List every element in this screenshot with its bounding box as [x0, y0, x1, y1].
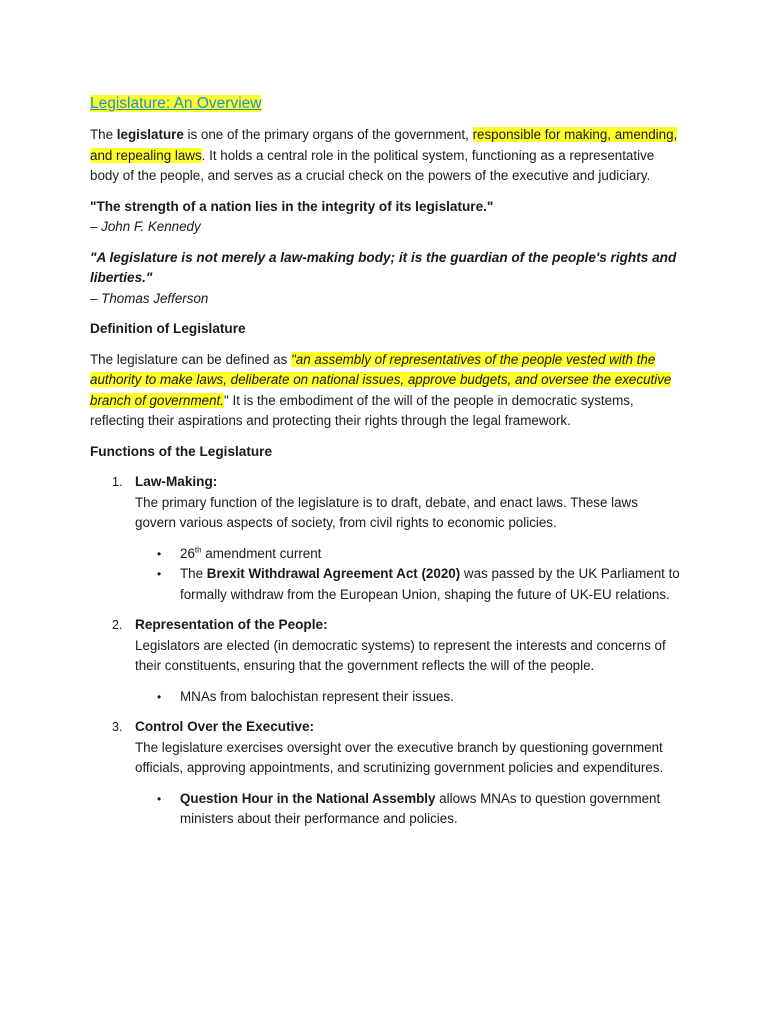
function-description: The legislature exercises oversight over the executive branch by questioning government officials, approving appointments, and scrutinizing government policies and expenditures. — [135, 739, 664, 775]
question-hour-text: allows MNAs to question government ministers about their performance and policies. — [180, 790, 661, 826]
function-item-representation — [90, 615, 680, 707]
list-number: 3. — [112, 720, 123, 734]
definition-heading: Definition of Legislature — [90, 321, 246, 336]
function-description: Legislators are elected (in democratic systems) to represent the interests and concerns of their constituents, ensuring that the government reflects the will of the people. — [135, 637, 666, 673]
bullet-icon: • — [157, 546, 162, 561]
title-block — [90, 93, 680, 115]
document-title[interactable]: Legislature: An Overview — [90, 95, 262, 112]
ordinal-suffix: th — [194, 545, 202, 555]
intro-paragraph — [90, 125, 680, 187]
definition-text-1: The legislature can be defined as — [90, 351, 291, 367]
quote-kennedy: "The strength of a nation lies in the integrity of its legislature." — [90, 198, 494, 214]
amendment-number: 26 — [180, 545, 195, 561]
list-number: 1. — [112, 475, 123, 489]
intro-text-2: is one of the primary organs of the government, — [183, 127, 473, 142]
brexit-text: was passed by the UK Parliament to formally withdraw from the European Union, shaping the future of UK-EU relations. — [180, 566, 680, 602]
quote-kennedy-author: – John F. Kennedy — [90, 219, 201, 234]
function-description: The primary function of the legislature is to draft, debate, and enact laws. These laws govern various aspects of society, from civil rights to economic policies. — [135, 494, 638, 530]
bullet-icon: • — [157, 689, 162, 704]
definition-paragraph — [90, 350, 680, 432]
mna-text: MNAs from balochistan represent their issues. — [180, 688, 454, 704]
function-title: Control Over the Executive: — [135, 719, 315, 734]
list-item — [135, 687, 680, 708]
function-item-control-executive — [90, 717, 680, 830]
list-item — [135, 789, 680, 830]
intro-highlight: responsible for making, amending, and repealing laws — [90, 127, 678, 163]
function-item-law-making — [90, 472, 680, 605]
function-title: Law-Making: — [135, 474, 218, 489]
brexit-act-name: Brexit Withdrawal Agreement Act (2020) — [206, 566, 461, 581]
example-bullets — [135, 687, 680, 708]
intro-bold-term: legislature — [116, 127, 184, 142]
brexit-prefix: The — [180, 566, 207, 581]
example-bullets — [135, 789, 680, 830]
example-bullets — [135, 544, 680, 606]
document-body — [90, 93, 680, 840]
list-item — [135, 564, 680, 605]
definition-text-2: " It is the embodiment of the will of the people in democratic systems, reflecting their aspirations and protecting their rights through the legal framework. — [90, 392, 634, 428]
list-number: 2. — [112, 618, 123, 632]
functions-heading: Functions of the Legislature — [90, 443, 273, 459]
bullet-icon: • — [157, 791, 162, 806]
list-item — [135, 544, 680, 565]
quote-jefferson: "A legislature is not merely a law-making body; it is the guardian of the people's rights and liberties." — [90, 249, 677, 285]
question-hour-name: Question Hour in the National Assembly — [180, 790, 436, 806]
bullet-icon: • — [157, 567, 162, 581]
intro-text-1: The — [90, 127, 117, 142]
definition-highlight: "an assembly of representatives of the people vested with the authority to make laws, deliberate on national issues, approve budgets, and oversee the executive branch of government. — [90, 351, 672, 408]
intro-text-3: . It holds a central role in the political system, functioning as a representative body of the people, and serves as a crucial check on the powers of the executive and judiciary. — [90, 147, 655, 183]
function-title: Representation of the People: — [135, 617, 328, 632]
functions-list — [90, 472, 680, 830]
quote-jefferson-author: – Thomas Jefferson — [90, 290, 209, 306]
amendment-text: amendment current — [201, 545, 322, 561]
